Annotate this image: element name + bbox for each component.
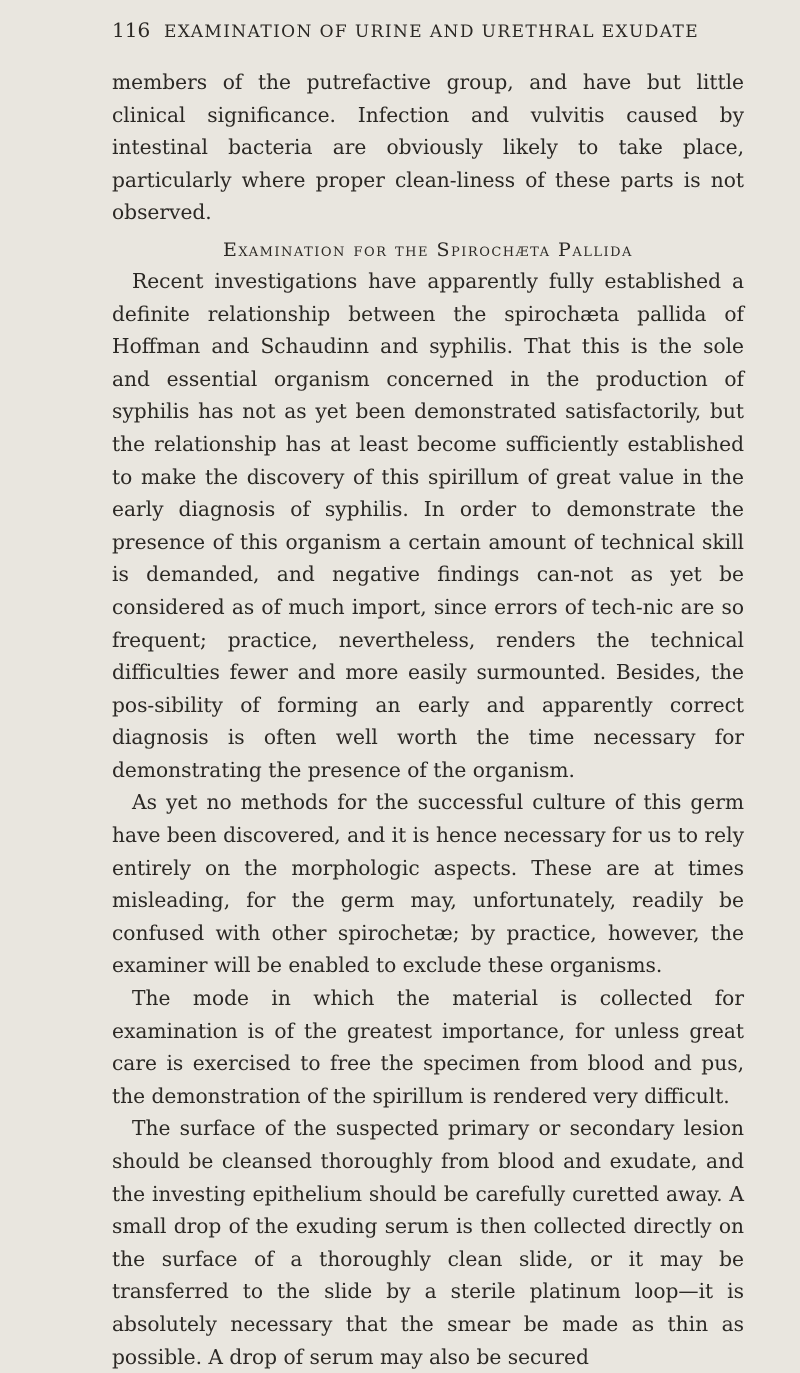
page-number: 116 (112, 18, 151, 42)
paragraph: The surface of the suspected primary or secondary lesion should be cleansed thoroughly from blood and exudate, and the investing epithelium should be carefully curetted away. A small drop of the exuding serum is then collected directly on the surface of a thoroughly clean slide, or it may be transferred to the slide by a sterile platinum loop—it is absolutely necessary that the smear be made as thin as possible. A drop of serum may also be secured (112, 1116, 744, 1369)
paragraph: The mode in which the material is collected for examination is of the greatest importance, for unless great care is exercised to free the specimen from blood and pus, the demonstration of the spirillum is rendered very difficult. (112, 986, 744, 1108)
running-head-title: EXAMINATION OF URINE AND URETHRAL EXUDATE (164, 22, 700, 42)
section-heading: Examination for the Spirochæta Pallida (223, 238, 633, 261)
running-head (112, 18, 744, 42)
paragraph-continued: members of the putrefactive group, and have but little clinical significance. Infection and vulvitis caused by intestinal bacteria are obviously likely to take place, particularly where proper clean-liness of these parts is not observed. (112, 70, 744, 225)
paragraph: Recent investigations have apparently fully established a definite relationship between the spirochæta pallida of Hoffman and Schaudinn and syphilis. That this is the sole and essential organism concerned in the production of syphilis has not as yet been demonstrated satisfactorily, but the relationship has at least become sufficiently established to make the discovery of this spirillum of great value in the early diagnosis of syphilis. In order to demonstrate the presence of this organism a certain amount of technical skill is demanded, and negative findings can-not as yet be considered as of much import, since errors of tech-nic are so frequent; practice, nevertheless, renders the technical difficulties fewer and more easily surmounted. Besides, the pos-sibility of forming an early and apparently correct diagnosis is often well worth the time necessary for demonstrating the presence of the organism. (112, 268, 744, 782)
paragraph: As yet no methods for the successful culture of this germ have been discovered, and it is hence necessary for us to rely entirely on the morphologic aspects. These are at times misleading, for the germ may, unfortunately, readily be confused with other spirochetæ; by practice, however, the examiner will be enabled to exclude these organisms. (112, 790, 744, 978)
body-text (112, 66, 744, 1373)
